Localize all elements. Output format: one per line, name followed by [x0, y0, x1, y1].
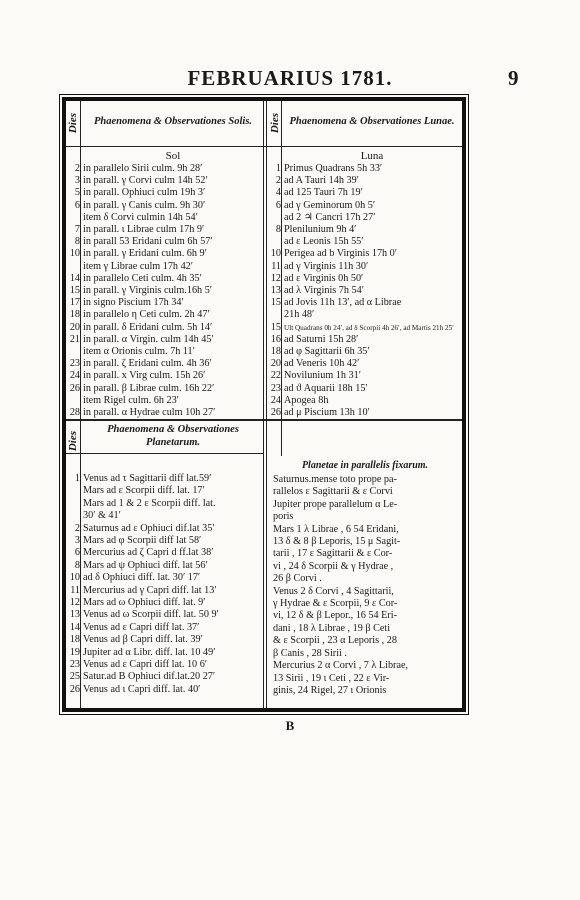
observation-text: Plenilunium 9h 4′ — [284, 224, 357, 235]
observation-text: Satur.ad B Ophiuci dif.lat.20 27′ — [83, 671, 216, 683]
fixed-stars-text — [273, 474, 459, 697]
day-number: 8 — [74, 236, 80, 248]
table-row — [66, 334, 262, 346]
observation-text: Jupiter ad α Libr. diff. lat. 10 49′ — [83, 646, 216, 658]
sol-header: Phaenomena & Observationes Solis. — [93, 116, 253, 127]
observation-text: ad φ Sagittarii 6h 35′ — [284, 346, 370, 357]
day-number: 13 — [69, 609, 80, 621]
observation-text: Venus ad β Capri diff. lat. 39′ — [83, 634, 203, 646]
table-row — [66, 647, 262, 659]
observation-text: 30′ & 41′ — [83, 510, 121, 522]
signature-mark: B — [285, 718, 295, 733]
dies-label-right: Dies — [269, 113, 281, 134]
observation-text: ad ϑ Aquarii 18h 15′ — [284, 382, 368, 394]
page-header-title: FEBRUARIUS 1781. — [187, 66, 393, 90]
observation-text: ad δ Ophiuci diff. lat. 30′ 17′ — [83, 572, 201, 584]
day-number: 18 — [69, 309, 80, 321]
table-row — [66, 547, 262, 559]
day-number: 2 — [275, 175, 281, 187]
observation-text: Mars ad ω Ophiuci diff. lat. 9′ — [83, 597, 206, 608]
fixed-stars-line: 26 β Corvi . — [273, 573, 322, 585]
observation-text: Ult Quadrans 0h 24′, ad δ Scorpii 4h 26′, ad Martis 21h 25′ — [284, 323, 454, 332]
table-row — [66, 285, 262, 297]
day-number: 17 — [69, 297, 80, 309]
table-row — [66, 523, 262, 535]
table-row — [267, 407, 461, 419]
day-number: 1 — [275, 163, 281, 174]
day-number: 19 — [69, 646, 80, 658]
day-number: 10 — [69, 572, 80, 584]
table-row — [267, 212, 461, 224]
day-number: 23 — [69, 659, 80, 670]
observation-text: in parall. x Virg culm. 15h 26′ — [83, 370, 206, 382]
table-row — [66, 175, 262, 187]
column-divider — [263, 101, 264, 708]
fixed-stars-line: 13 δ & 8 β Leporis, 15 μ Sagit- — [273, 536, 401, 548]
observation-text: in parall 53 Eridani culm 6h 57′ — [83, 236, 213, 248]
fixed-stars-line: β Canis , 28 Sirii . — [273, 647, 347, 659]
table-row — [66, 659, 262, 671]
observation-text: in parallelo Sirii culm. 9h 28′ — [83, 163, 203, 174]
observation-text: in parall. γ Eridani culm. 6h 9′ — [83, 248, 207, 260]
day-number: 10 — [69, 248, 80, 260]
planet-header-separator — [66, 453, 263, 454]
table-row — [66, 609, 262, 621]
observation-text: Apogea 8h — [284, 394, 329, 406]
observation-text: in parall. α Virgin. culm 14h 45′ — [83, 333, 214, 345]
table-row — [267, 175, 461, 187]
observation-text: in parall. γ Canis culm. 9h 30′ — [83, 199, 206, 211]
page-number: 9 — [508, 66, 519, 90]
day-number: 26 — [69, 382, 80, 394]
observation-text: Venus ad ι Capri diff. lat. 40′ — [83, 683, 201, 695]
observation-text: in parall. γ Corvi culm 14h 52′ — [83, 175, 208, 187]
table-row — [267, 346, 461, 358]
fixed-stars-line: vi , 24 δ Scorpii & γ Hydrae , — [273, 560, 394, 572]
table-row — [66, 309, 262, 321]
fixed-stars-line: Mercurius 2 α Corvi , 7 λ Librae, — [273, 660, 409, 672]
observation-text: in parall. ζ Eridani culm. 4h 36′ — [83, 358, 212, 370]
day-number: 7 — [74, 224, 80, 235]
observation-text: Mars ad φ Scorpii diff lat 58′ — [83, 535, 202, 546]
day-number: 13 — [270, 285, 281, 296]
table-row — [66, 597, 262, 609]
observation-text: Mars ad ε Scorpii diff. lat. 17′ — [83, 485, 205, 497]
observation-text: in parall. β Librae culm. 16h 22′ — [83, 382, 215, 394]
day-number: 23 — [270, 382, 281, 394]
fixed-stars-line: tarii , 17 ε Sagittarii & ε Cor- — [273, 548, 393, 560]
day-number: 12 — [69, 597, 80, 608]
fixed-stars-line: ginis, 24 Rigel, 27 ι Orionis — [273, 684, 387, 696]
fixed-stars-line: γ Hydrae & ε Scorpii, 9 ε Cor- — [273, 598, 398, 610]
table-row — [66, 261, 262, 273]
day-number: 15 — [270, 297, 281, 309]
day-number: 28 — [69, 407, 80, 418]
day-number: 2 — [74, 163, 80, 174]
day-number: 18 — [270, 346, 281, 357]
day-number: 15 — [270, 321, 281, 333]
observation-text: Novilunium 1h 31′ — [284, 370, 361, 382]
planet-section-separator — [66, 419, 462, 421]
observation-text: Mercurius ad γ Capri diff. lat 13′ — [83, 584, 217, 596]
table-row — [267, 395, 461, 407]
table-row — [66, 358, 262, 370]
table-row — [66, 236, 262, 248]
day-number: 8 — [74, 559, 80, 571]
day-number: 10 — [270, 248, 281, 260]
day-number: 6 — [275, 199, 281, 211]
table-row — [66, 212, 262, 224]
table-row — [66, 572, 262, 584]
day-number: 16 — [270, 333, 281, 345]
table-row — [66, 370, 262, 382]
day-number: 20 — [69, 321, 80, 333]
table-row — [66, 535, 262, 547]
sol-subtitle: Sol — [165, 150, 181, 162]
table-row — [66, 322, 262, 334]
day-number: 12 — [270, 272, 281, 284]
luna-header: Phaenomena & Observationes Lunae. — [289, 116, 455, 127]
table-row — [66, 346, 262, 358]
day-number: 11 — [271, 260, 281, 272]
observation-text: 21h 48′ — [284, 309, 315, 321]
day-number: 24 — [270, 394, 281, 406]
table-row — [267, 236, 461, 248]
day-number: 14 — [69, 621, 80, 633]
day-number: 23 — [69, 358, 80, 370]
day-number: 14 — [69, 272, 80, 284]
dies-label-planets: Dies — [67, 431, 79, 452]
observation-text: Venus ad ε Capri diff lat. 37′ — [83, 621, 200, 633]
table-row — [66, 684, 262, 696]
observation-text: ad γ Virginis 11h 30′ — [284, 260, 369, 272]
observation-text: ad Saturni 15h 28′ — [284, 333, 359, 345]
day-number: 22 — [270, 370, 281, 382]
table-row — [66, 297, 262, 309]
table-row — [267, 370, 461, 382]
table-row — [267, 224, 461, 236]
day-number: 4 — [275, 187, 281, 199]
observation-text: ad Jovis 11h 13′, ad α Librae — [284, 297, 402, 309]
observation-text: in signo Piscium 17h 34′ — [83, 297, 184, 309]
observation-text: in parall. Ophiuci culm 19h 3′ — [83, 187, 206, 199]
table-row — [267, 334, 461, 346]
day-number: 3 — [74, 175, 80, 187]
observation-text: ad A Tauri 14h 39′ — [284, 175, 359, 187]
observation-text: in parall. γ Virginis culm.16h 5′ — [83, 285, 213, 296]
table-row — [66, 395, 262, 407]
table-row — [66, 671, 262, 683]
day-number: 25 — [69, 671, 80, 683]
day-number: 6 — [74, 199, 80, 211]
table-row — [267, 297, 461, 309]
table-row — [66, 273, 262, 285]
day-number: 6 — [74, 547, 80, 559]
fixed-stars-line: Mars 1 λ Librae , 6 54 Eridani, — [273, 523, 399, 535]
table-row — [267, 248, 461, 260]
observation-text: ad ε Leonis 15h 55′ — [284, 236, 364, 248]
table-row — [267, 309, 461, 321]
table-row — [66, 248, 262, 260]
day-number: 26 — [69, 683, 80, 695]
day-number: 20 — [270, 358, 281, 370]
day-number: 8 — [275, 224, 281, 235]
table-row — [66, 560, 262, 572]
table-row — [66, 510, 262, 522]
observation-text: ad 2 ♃ Cancri 17h 27′ — [284, 211, 376, 223]
observation-text: in parall. α Hydrae culm 10h 27′ — [83, 407, 216, 418]
day-number: 15 — [69, 285, 80, 296]
day-number: 11 — [70, 584, 80, 596]
table-row — [66, 585, 262, 597]
observation-text: ad Veneris 10h 42′ — [284, 358, 360, 370]
fixed-stars-line: 13 Sirii , 19 ι Ceti , 22 ε Vir- — [273, 672, 390, 684]
fixed-stars-line: Venus 2 δ Corvi , 4 Sagittarii, — [273, 585, 394, 597]
table-row — [267, 285, 461, 297]
fixed-stars-header: Planetae in parallelis fixarum. — [301, 460, 429, 471]
observation-text: in parallelo Ceti culm. 4h 35′ — [83, 272, 202, 284]
observation-text: ad λ Virginis 7h 54′ — [284, 285, 364, 296]
table-row — [267, 187, 461, 199]
header-separator — [66, 146, 462, 147]
planet-header: Phaenomena & Observationes Planetarum. — [107, 424, 239, 448]
observation-text: Perigea ad b Virginis 17h 0′ — [284, 248, 398, 260]
fixed-stars-line: Jupiter prope parallelum α Le- — [273, 498, 398, 510]
observation-text: Mars ad 1 & 2 ε Scorpii diff. lat. — [83, 497, 216, 509]
observation-text: in parall. ι Librae culm 17h 9′ — [83, 224, 205, 235]
day-number: 2 — [74, 522, 80, 534]
observation-text: Venus ad ε Capri diff lat. 10 6′ — [83, 659, 208, 670]
day-number: 21 — [69, 333, 80, 345]
observation-text: ad μ Piscium 13h 10′ — [284, 407, 370, 418]
observation-text: in parall. δ Eridani culm. 5h 14′ — [83, 321, 213, 333]
day-number: 26 — [270, 407, 281, 418]
dies-label-left: Dies — [67, 113, 79, 134]
day-number: 5 — [74, 187, 80, 199]
table-row — [66, 200, 262, 212]
observation-text: item γ Librae culm 17h 42′ — [83, 260, 193, 272]
observation-text: ad γ Geminorum 0h 5′ — [284, 199, 376, 211]
fixed-stars-line: vi, 12 δ & β Lepor., 16 54 Eri- — [273, 610, 398, 622]
observation-text: Mars ad ψ Ophiuci diff. lat 56′ — [83, 559, 208, 571]
table-row — [66, 407, 262, 419]
table-row — [267, 358, 461, 370]
fixed-stars-line: Saturnus.mense toto prope pa- — [273, 474, 397, 485]
day-number: 18 — [69, 634, 80, 646]
table-row — [267, 163, 461, 175]
observation-text: Saturnus ad ε Ophiuci dif.lat 35′ — [83, 522, 215, 534]
fixed-stars-line: & ε Scorpii , 23 α Leporis , 28 — [273, 635, 397, 647]
table-row — [66, 187, 262, 199]
observation-text: ad ε Virginis 0h 50′ — [284, 272, 364, 284]
table-row — [267, 273, 461, 285]
observation-text: item α Orionis culm. 7h 11′ — [83, 346, 195, 357]
day-number: 1 — [74, 473, 80, 484]
table-row — [66, 224, 262, 236]
table-row — [267, 200, 461, 212]
fixed-stars-line: poris — [273, 511, 294, 523]
ephemeris-table — [62, 97, 466, 712]
table-row — [267, 261, 461, 273]
observation-text: Mercurius ad ζ Capri d ff.lat 38′ — [83, 547, 214, 559]
day-number: 3 — [74, 535, 80, 546]
luna-subtitle: Luna — [360, 150, 384, 162]
table-row — [66, 485, 262, 497]
fixed-stars-line: dani , 18 λ Librae , 19 β Ceti — [273, 622, 391, 634]
table-row — [66, 634, 262, 646]
table-row — [66, 163, 262, 175]
observation-text: in parallelo η Ceti culm. 2h 47′ — [83, 309, 210, 321]
observation-text: item Rigel culm. 6h 23′ — [83, 394, 179, 406]
observation-text: Venus ad τ Sagittarii diff lat.59′ — [83, 473, 212, 484]
observation-text: ad 125 Tauri 7h 19′ — [284, 187, 363, 199]
observation-text: Primus Quadrans 5h 33′ — [284, 163, 383, 174]
table-row — [66, 498, 262, 510]
table-row — [66, 383, 262, 395]
table-row — [267, 383, 461, 395]
day-number: 24 — [69, 370, 80, 382]
fixed-stars-line: rallelos ε Sagittarii & ε Corvi — [273, 486, 393, 498]
table-row — [66, 622, 262, 634]
table-row — [267, 322, 461, 334]
table-row — [66, 473, 262, 485]
observation-text: Venus ad ω Scorpii diff. lat. 50 9′ — [83, 609, 219, 621]
observation-text: item δ Corvi culmin 14h 54′ — [83, 211, 198, 223]
